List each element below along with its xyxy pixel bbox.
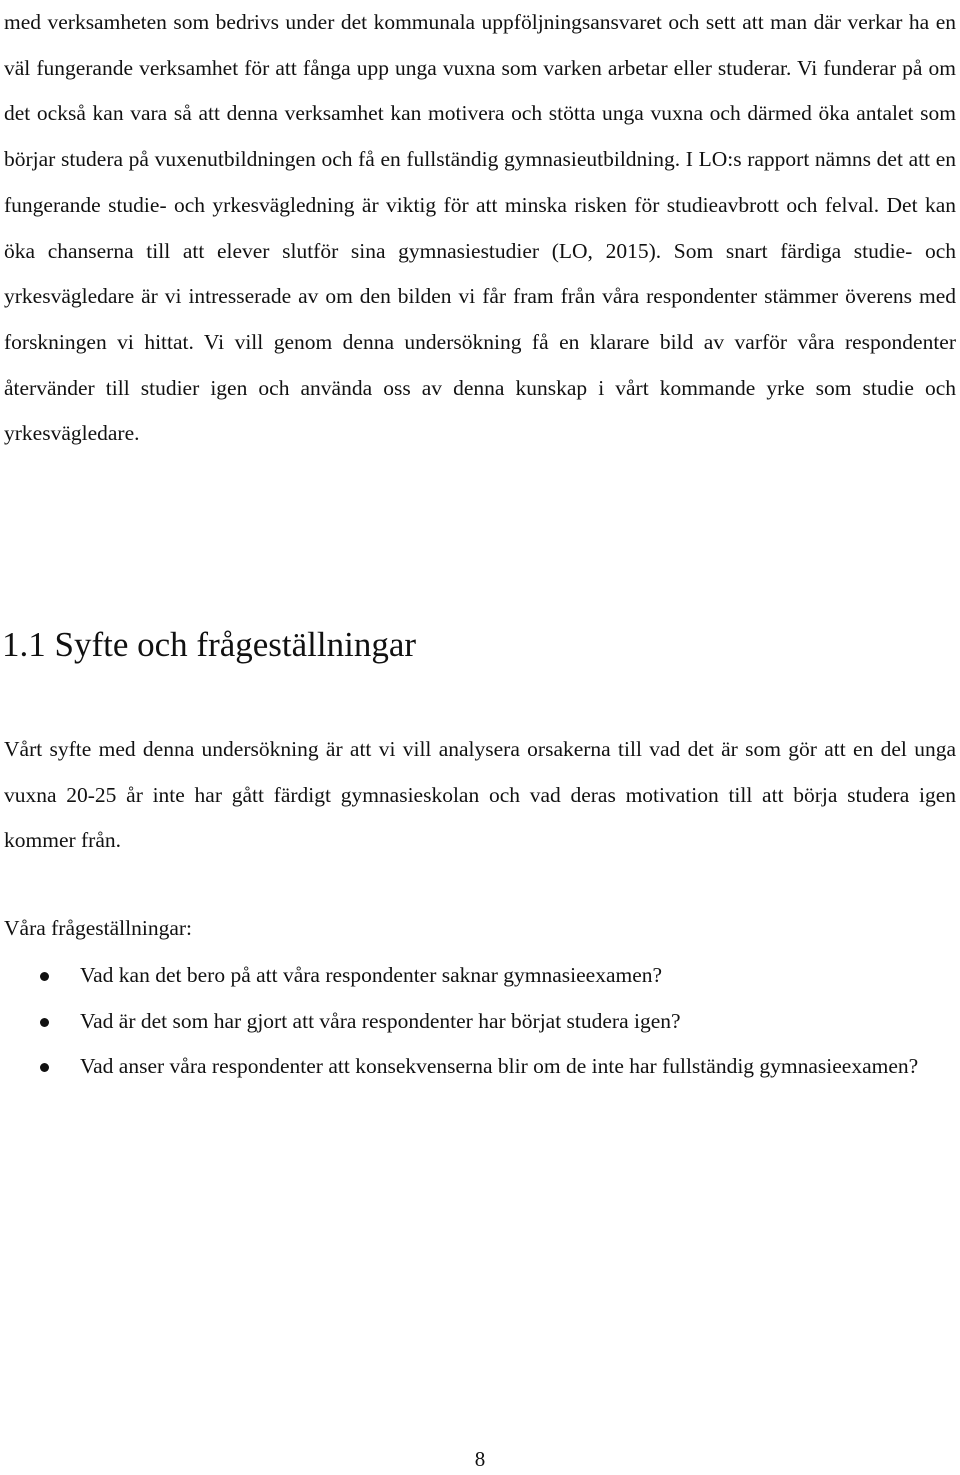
list-item [0, 953, 956, 999]
bullet-icon [40, 972, 49, 981]
bullet-icon [40, 1063, 49, 1072]
question-text: Vad kan det bero på att våra respondenter saknar gymnasieexamen? [80, 963, 663, 987]
bullet-icon [40, 1018, 49, 1027]
body-paragraph: med verksamheten som bedrivs under det kommunala uppföljningsansvaret och sett att man där verkar ha en väl fungerande verksamhet för att fånga upp unga vuxna som varken arbetar eller studerar. Vi funderar på om det också kan vara så att denna verksamhet kan motivera och stötta unga vuxna och därmed öka antalet som börjar studera på vuxenutbildningen och få en fullständig gymnasieutbildning. I LO:s rapport nämns det att en fungerande studie- och yrkesvägledning är viktig för att minska risken för studieavbrott och felval. Det kan öka chanserna till att elever slutför sina gymnasiestudier (LO, 2015). Som snart färdiga studie- och yrkesvägledare är vi intresserade av om den bilden vi får fram från våra respondenter stämmer överens med forskningen vi hittat. Vi vill genom denna undersökning få en klarare bild av varför våra respondenter återvänder till studier igen och använda oss av denna kunskap i vårt kommande yrke som studie och yrkesvägledare. [4, 10, 956, 446]
section-heading: 1.1 Syfte och frågeställningar [2, 625, 417, 664]
list-item [0, 999, 956, 1045]
research-questions-list [0, 953, 956, 1090]
list-item [0, 1044, 956, 1090]
question-text: Vad är det som har gjort att våra respondenter har börjat studera igen? [80, 1008, 681, 1033]
question-text: Vad anser våra respondenter att konsekvenserna blir om de inte har fullständig gymnasieexamen? [80, 1054, 919, 1079]
questions-label: Våra frågeställningar: [4, 916, 193, 940]
page-number: 8 [474, 1447, 486, 1471]
purpose-paragraph: Vårt syfte med denna undersökning är att vi vill analysera orsakerna till vad det är som gör att en del unga vuxna 20-25 år inte har gått färdigt gymnasieskolan och vad deras motivation till att börja studera igen kommer från. [4, 737, 956, 853]
